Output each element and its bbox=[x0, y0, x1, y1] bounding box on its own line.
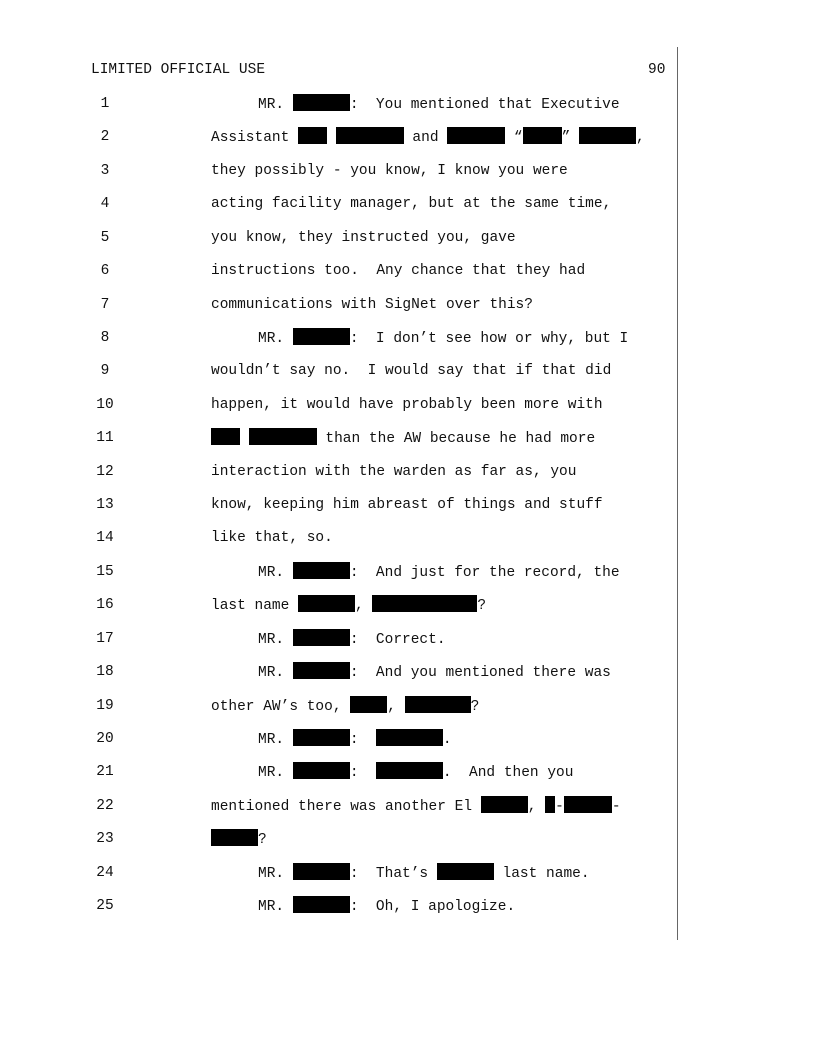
text-segment: : And just for the record, the bbox=[349, 565, 620, 581]
text-segment: last name. bbox=[493, 866, 590, 882]
line-text bbox=[211, 696, 479, 717]
transcript-line bbox=[0, 295, 816, 315]
redaction-block bbox=[350, 696, 387, 713]
line-text bbox=[211, 361, 611, 381]
redaction-block bbox=[293, 762, 350, 779]
line-number: 10 bbox=[96, 397, 114, 413]
line-number: 25 bbox=[96, 898, 114, 914]
transcript-line bbox=[0, 94, 816, 114]
redaction-block bbox=[293, 896, 350, 913]
text-segment: they possibly - you know, I know you were bbox=[211, 163, 568, 179]
text-segment: : bbox=[349, 765, 376, 781]
line-number: 1 bbox=[100, 96, 110, 112]
line-number: 14 bbox=[96, 530, 114, 546]
text-segment: MR. bbox=[258, 765, 293, 781]
redaction-block bbox=[481, 796, 528, 813]
transcript-line bbox=[0, 428, 816, 448]
text-segment: ? bbox=[258, 832, 267, 848]
redaction-block bbox=[564, 796, 612, 813]
text-segment: know, keeping him abreast of things and stuff bbox=[211, 497, 603, 513]
text-segment: : Correct. bbox=[349, 632, 446, 648]
transcript-line bbox=[0, 228, 816, 248]
text-segment: ? bbox=[477, 598, 487, 614]
transcript-line bbox=[0, 595, 816, 615]
redaction-block bbox=[211, 428, 240, 445]
line-number: 4 bbox=[100, 196, 110, 212]
line-number: 5 bbox=[100, 230, 110, 246]
text-segment: , bbox=[387, 699, 405, 715]
line-text bbox=[258, 629, 446, 650]
line-text bbox=[211, 161, 568, 181]
text-segment: ? bbox=[470, 699, 480, 715]
transcript-line bbox=[0, 462, 816, 482]
line-text bbox=[258, 328, 628, 349]
text-segment: mentioned there was another El bbox=[211, 799, 481, 815]
line-text bbox=[211, 495, 603, 515]
classification-header: LIMITED OFFICIAL USE bbox=[91, 62, 266, 78]
text-segment: instructions too. Any chance that they had bbox=[211, 263, 586, 279]
line-number: 16 bbox=[96, 597, 114, 613]
line-text bbox=[258, 94, 620, 115]
transcript-line bbox=[0, 562, 816, 582]
line-number: 3 bbox=[100, 163, 110, 179]
redaction-block bbox=[437, 863, 494, 880]
text-segment: MR. bbox=[258, 866, 293, 882]
text-segment: MR. bbox=[258, 899, 293, 915]
text-segment: . bbox=[442, 732, 452, 748]
text-segment: happen, it would have probably been more with bbox=[211, 397, 603, 413]
redaction-block bbox=[447, 127, 505, 144]
redaction-block bbox=[293, 729, 350, 746]
line-number: 21 bbox=[96, 764, 114, 780]
redaction-block bbox=[249, 428, 317, 445]
redaction-block bbox=[211, 829, 258, 846]
redaction-block bbox=[376, 762, 443, 779]
line-text bbox=[211, 829, 267, 850]
redaction-block bbox=[293, 629, 350, 646]
line-text bbox=[258, 863, 590, 884]
text-segment: MR. bbox=[258, 331, 293, 347]
text-segment: MR. bbox=[258, 665, 293, 681]
transcript-line bbox=[0, 896, 816, 916]
text-segment: interaction with the warden as far as, you bbox=[211, 464, 577, 480]
line-text bbox=[258, 562, 620, 583]
redaction-block bbox=[293, 562, 350, 579]
text-segment: : I don’t see how or why, but I bbox=[349, 331, 629, 347]
line-text bbox=[211, 428, 595, 449]
text-segment: ” bbox=[561, 130, 580, 146]
transcript-line bbox=[0, 762, 816, 782]
redaction-block bbox=[376, 729, 443, 746]
transcript-line bbox=[0, 629, 816, 649]
text-segment: acting facility manager, but at the same time, bbox=[211, 196, 612, 212]
redaction-block bbox=[336, 127, 404, 144]
transcript-line bbox=[0, 127, 816, 147]
redaction-block bbox=[523, 127, 562, 144]
line-text bbox=[211, 796, 621, 817]
text-segment: : bbox=[349, 732, 376, 748]
redaction-block bbox=[298, 127, 327, 144]
page-number: 90 bbox=[648, 62, 666, 78]
text-segment: you know, they instructed you, gave bbox=[211, 230, 516, 246]
transcript-line bbox=[0, 829, 816, 849]
line-text bbox=[211, 462, 576, 482]
transcript-line bbox=[0, 863, 816, 883]
text-segment: , bbox=[527, 799, 546, 815]
line-number: 18 bbox=[96, 664, 114, 680]
line-number: 11 bbox=[96, 430, 114, 446]
transcript-line bbox=[0, 662, 816, 682]
text-segment: : Oh, I apologize. bbox=[349, 899, 516, 915]
redaction-block bbox=[293, 662, 350, 679]
line-number: 7 bbox=[100, 297, 110, 313]
line-number: 8 bbox=[100, 330, 110, 346]
text-segment: MR. bbox=[258, 732, 293, 748]
line-number: 15 bbox=[96, 564, 114, 580]
line-number: 17 bbox=[96, 631, 114, 647]
text-segment: wouldn’t say no. I would say that if that did bbox=[211, 363, 612, 379]
line-number: 9 bbox=[100, 363, 110, 379]
text-segment: communications with SigNet over this? bbox=[211, 297, 533, 313]
text-segment: MR. bbox=[258, 565, 293, 581]
line-text bbox=[258, 896, 515, 917]
text-segment: other AW’s too, bbox=[211, 699, 351, 715]
text-segment: than the AW because he had more bbox=[316, 431, 596, 447]
redaction-block bbox=[293, 328, 350, 345]
text-segment: , bbox=[636, 130, 645, 146]
text-segment: “ bbox=[505, 130, 523, 146]
text-segment: : You mentioned that Executive bbox=[349, 97, 620, 113]
line-number: 13 bbox=[96, 497, 114, 513]
transcript-line bbox=[0, 729, 816, 749]
transcript-line bbox=[0, 395, 816, 415]
line-number: 20 bbox=[96, 731, 114, 747]
line-text bbox=[258, 762, 573, 783]
text-segment bbox=[240, 431, 249, 447]
redaction-block bbox=[293, 863, 350, 880]
redaction-block bbox=[293, 94, 350, 111]
text-segment: like that, so. bbox=[211, 530, 333, 546]
line-text bbox=[211, 127, 645, 148]
line-text bbox=[258, 662, 611, 683]
line-text bbox=[211, 395, 603, 415]
line-text bbox=[211, 228, 516, 248]
line-text bbox=[211, 295, 533, 315]
redaction-block bbox=[579, 127, 636, 144]
text-segment: - bbox=[611, 799, 621, 815]
line-number: 6 bbox=[100, 263, 110, 279]
line-number: 12 bbox=[96, 464, 114, 480]
redaction-block bbox=[405, 696, 471, 713]
text-segment bbox=[327, 130, 336, 146]
transcript-line bbox=[0, 696, 816, 716]
transcript-line bbox=[0, 328, 816, 348]
line-text bbox=[211, 528, 333, 548]
line-number: 2 bbox=[100, 129, 110, 145]
transcript-line bbox=[0, 261, 816, 281]
text-segment: MR. bbox=[258, 632, 293, 648]
transcript-line bbox=[0, 161, 816, 181]
line-number: 22 bbox=[96, 798, 114, 814]
text-segment: and bbox=[403, 130, 448, 146]
transcript-line bbox=[0, 796, 816, 816]
text-segment: , bbox=[355, 598, 373, 614]
line-number: 19 bbox=[96, 698, 114, 714]
text-segment: : And you mentioned there was bbox=[349, 665, 611, 681]
transcript-line bbox=[0, 495, 816, 515]
text-segment: last name bbox=[211, 598, 299, 614]
transcript-line bbox=[0, 194, 816, 214]
redaction-block bbox=[298, 595, 355, 612]
transcript-line bbox=[0, 528, 816, 548]
text-segment: . And then you bbox=[442, 765, 574, 781]
line-text bbox=[211, 194, 611, 214]
line-text bbox=[258, 729, 452, 750]
text-segment: Assistant bbox=[211, 130, 299, 146]
redaction-block bbox=[372, 595, 477, 612]
redaction-block bbox=[545, 796, 555, 813]
line-text bbox=[211, 595, 486, 616]
line-number: 24 bbox=[96, 865, 114, 881]
line-number: 23 bbox=[96, 831, 114, 847]
text-segment: MR. bbox=[258, 97, 293, 113]
text-segment: - bbox=[555, 799, 564, 815]
transcript-line bbox=[0, 361, 816, 381]
text-segment: : That’s bbox=[349, 866, 437, 882]
line-text bbox=[211, 261, 585, 281]
